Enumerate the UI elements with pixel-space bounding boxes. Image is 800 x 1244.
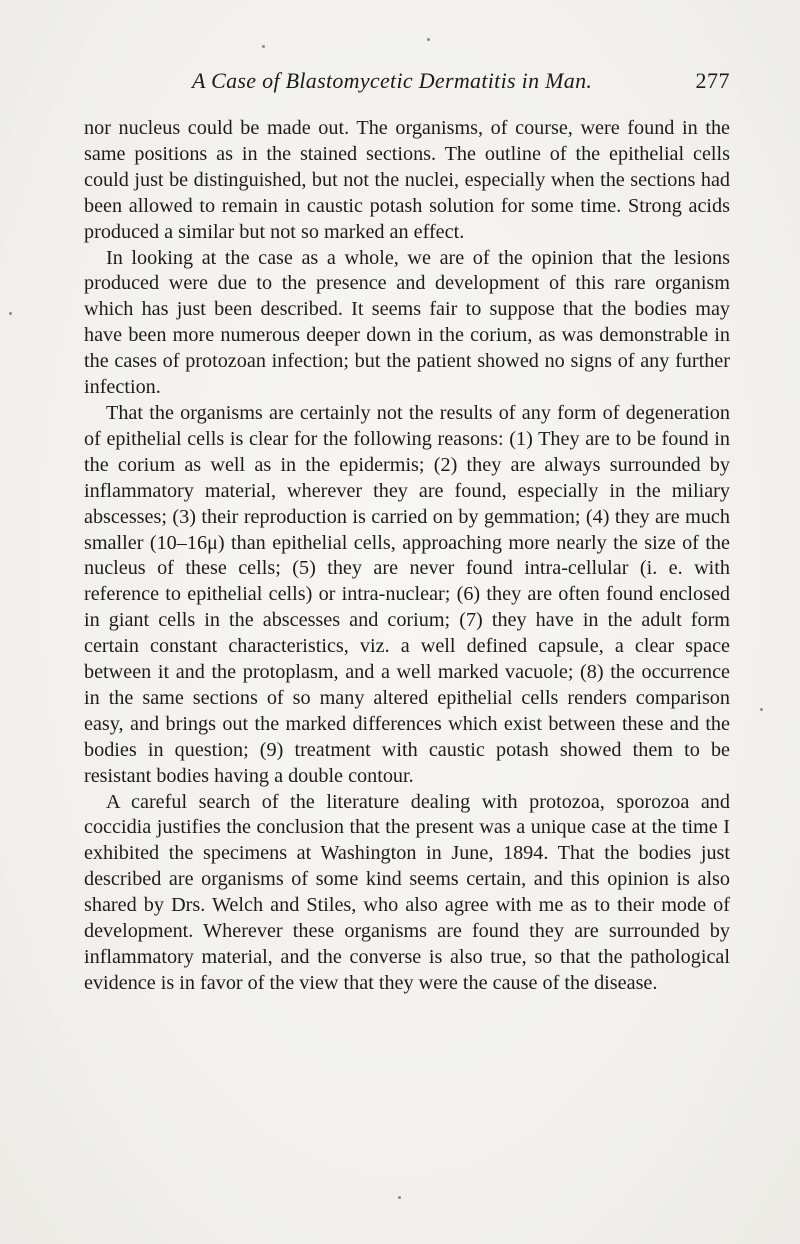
paragraph-3: That the organisms are certainly not the results of any form of degeneration of epithelial cells is clear for the following reasons: (1) They are to be found in the corium as well as in the epidermis; (2) they are always surrounded by inflammatory material, wherever they are found, especially in the miliary abscesses; (3) their reproduction is carried on by gemmation; (4) they are much smaller (10–16μ) than epithelial cells, approaching more nearly the size of the nucleus of these cells; (5) they are never found intra-cellular (i. e. with reference to epithelial cells) or intra-nuclear; (6) they are often found enclosed in giant cells in the abscesses and corium; (7) they have in the adult form certain constant characteristics, viz. a well defined capsule, a clear space between it and the protoplasm, and a well marked vacuole; (8) the occurrence in the same sections of so many altered epithelial cells renders comparison easy, and brings out the marked differences which exist between these and the bodies in question; (9) treatment with caustic potash showed them to be resistant bodies having a double contour.	[84, 401, 730, 787]
paragraph-1: nor nucleus could be made out. The organisms, of course, were found in the same positions as in the stained sections. The outline of the epithelial cells could just be distinguished, but not the nuclei, especially when the sections had been allowed to remain in caustic potash solution for some time. Strong acids produced a similar but not so marked an effect.	[84, 117, 730, 243]
running-title: A Case of Blastomycetic Dermatitis in Man.	[192, 68, 593, 93]
print-speck	[262, 45, 265, 48]
paragraph-2: In looking at the case as a whole, we are of the opinion that the lesions produced were due to the presence and development of this rare organism which has just been described. It seems fair to suppose that the bodies may have been more numerous deeper down in the corium, as was demonstrable in the cases of protozoan infection; but the patient showed no signs of any further infection.	[84, 246, 730, 399]
body-text	[84, 116, 730, 997]
print-speck	[427, 38, 430, 41]
print-speck	[9, 312, 12, 315]
print-speck	[760, 708, 763, 711]
print-speck	[398, 1196, 401, 1199]
paragraph-4: A careful search of the literature dealing with protozoa, sporozoa and coccidia justifies the conclusion that the present was a unique case at the time I exhibited the specimens at Washington in June, 1894. That the bodies just described are organisms of some kind seems certain, and this opinion is also shared by Drs. Welch and Stiles, who also agree with me as to their mode of development. Wherever these organisms are found they are surrounded by inflammatory material, and the converse is also true, so that the pathological evidence is in favor of the view that they were the cause of the disease.	[84, 790, 730, 994]
page-number: 277	[695, 68, 730, 93]
running-head	[84, 64, 730, 98]
